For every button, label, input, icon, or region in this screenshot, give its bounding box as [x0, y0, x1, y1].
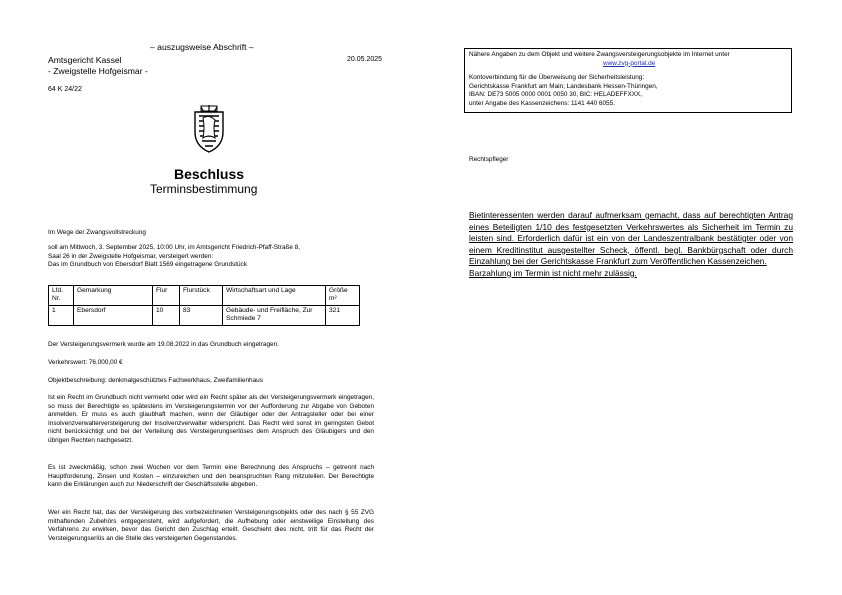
table-header-row [49, 286, 360, 306]
table-cell: 321 [326, 305, 360, 325]
col-header: Flur [153, 286, 180, 306]
property-table [48, 285, 360, 326]
market-value: Verkehrswert: 76.000,00 € [48, 359, 123, 366]
table-cell: Ebersdorf [74, 305, 153, 325]
paragraph-claims: Es ist zweckmäßig, schon zwei Wochen vor dem Termin eine Berechnung des Anspruchs – getrennt nach Hauptforderung, Zinsen und Kosten – einzureichen und den beanspruchten Rang mitzuteilen. Der Berechtigte kann die Erklärungen auch zur Niederschrift der Geschäftsstelle abgeben. [48, 464, 374, 489]
bank-line-4: unter Angabe des Kassenzeichens: 1141 440 6055. [469, 99, 615, 107]
col-header: Lfd. Nr. [49, 286, 74, 306]
bidder-note-text: Bietinteressenten werden darauf aufmerksam gemacht, dass auf berechtigten Antrag eines Beteiligten 1/10 des festgesetzten Verkehrswertes als Sicherheit im Termin zu leisten sind. Erforderlich dafür ist ein von der Landeszentralbank bestätigter oder von einem Kreditinstitut ausgestellter Scheck, öffentl. begl. Bankbürgschaft oder durch Einzahlung bei der Gerichtskasse Frankfurt zum Veröffentlichen Kassenzeichen. [469, 210, 793, 266]
cash-note-text: Barzahlung im Termin ist nicht mehr zulässig. [469, 267, 637, 278]
document-title: Beschluss [174, 166, 245, 182]
court-branch: - Zweigstelle Hofgeismar - [48, 66, 148, 76]
bidder-note [469, 210, 793, 279]
table-cell: 1 [49, 305, 74, 325]
table-cell: 10 [153, 305, 180, 325]
court-name: Amtsgericht Kassel [48, 55, 122, 65]
paragraph-rights: Ist ein Recht im Grundbuch nicht vermerkt oder wird ein Recht später als der Versteigerungsvermerk eingetragen, so muss der Berechtigte es spätestens im Versteigerungstermin vor der Aufforderung zur Abgabe von Geboten anmelden. Er muss es auch glaubhaft machen, wenn der Gläubiger oder der Antragsteller oder bei einer Insolvenzverwalterversteigerung der Insolvenzverwalter widerspricht. Das Recht wird sonst im geringsten Gebot nicht berücksichtigt und bei der Verteilung des Versteigerungserlöses dem Anspruch des Gläubigers und den übrigen Rechten nachgesetzt. [48, 394, 374, 444]
info-box [464, 48, 792, 113]
auction-line-2: Saal 26 in der Zweigstelle Hofgeismar, versteigert werden: [48, 252, 214, 260]
auction-details [48, 244, 378, 270]
auction-line-3: Das im Grundbuch von Ebersdorf Blatt 1569 eingetragene Grundstück [48, 261, 247, 269]
table-cell: Gebäude- und Freifläche, Zur Schmiede 7 [223, 305, 326, 325]
col-header: Wirtschaftsart und Lage [223, 286, 326, 306]
object-description: Objektbeschreibung: denkmalgeschütztes Fachwerkhaus, Zweifamilienhaus [48, 377, 263, 384]
info-internet-line: Nähere Angaben zu dem Objekt und weitere Zwangsversteigerungsobjekte im Internet unter [469, 51, 730, 58]
coat-of-arms-icon [189, 104, 229, 154]
excerpt-note: – auszugsweise Abschrift – [150, 42, 254, 52]
zvg-portal-link[interactable]: www.zvg-portal.de [603, 59, 656, 67]
intro-text: Im Wege der Zwangsvollstreckung [48, 229, 146, 236]
col-header: Flurstück [180, 286, 223, 306]
document-subtitle: Terminsbestimmung [150, 182, 258, 196]
bank-line-1: Kontoverbindung für die Überweisung der Sicherheitsleistung: [469, 74, 645, 82]
table-row [49, 305, 360, 325]
bank-line-3: IBAN: DE73 5005 0000 0001 0050 30, BIC: HELADEFFXXX, [469, 91, 643, 99]
auction-line-1: soll am Mittwoch, 3. September 2025, 10:00 Uhr, im Amtsgericht Friedrich-Pfaff-Straße 8, [48, 244, 301, 251]
info-link-row [469, 60, 787, 69]
role-label: Rechtspfleger [469, 156, 509, 163]
bank-line-2: Gerichtskasse Frankfurt am Main; Landesbank Hessen-Thüringen, [469, 82, 658, 90]
paragraph-objection: Wer ein Recht hat, das der Versteigerung des vorbezeichneten Versteigerungsobjekts oder des nach § 55 ZVG mithaftenden Zubehörs entgegensteht, wird aufgefordert, die Aufhebung oder einstweilige Einstellung des Verfahrens zu erwirken, bevor das Gericht den Zuschlag erteilt. Geschieht dies nicht, tritt für das Recht der Versteigerungserlös an die Stelle des versteigerten Gegenstandes. [48, 509, 374, 542]
col-header: Größe m² [326, 286, 360, 306]
document-date: 20.05.2025 [347, 56, 383, 63]
vermerk-text: Der Versteigerungsvermerk wurde am 19.08.2022 in das Grundbuch eingetragen. [48, 341, 279, 348]
col-header: Gemarkung [74, 286, 153, 306]
case-number: 64 K 24/22 [48, 86, 82, 93]
table-cell: 83 [180, 305, 223, 325]
